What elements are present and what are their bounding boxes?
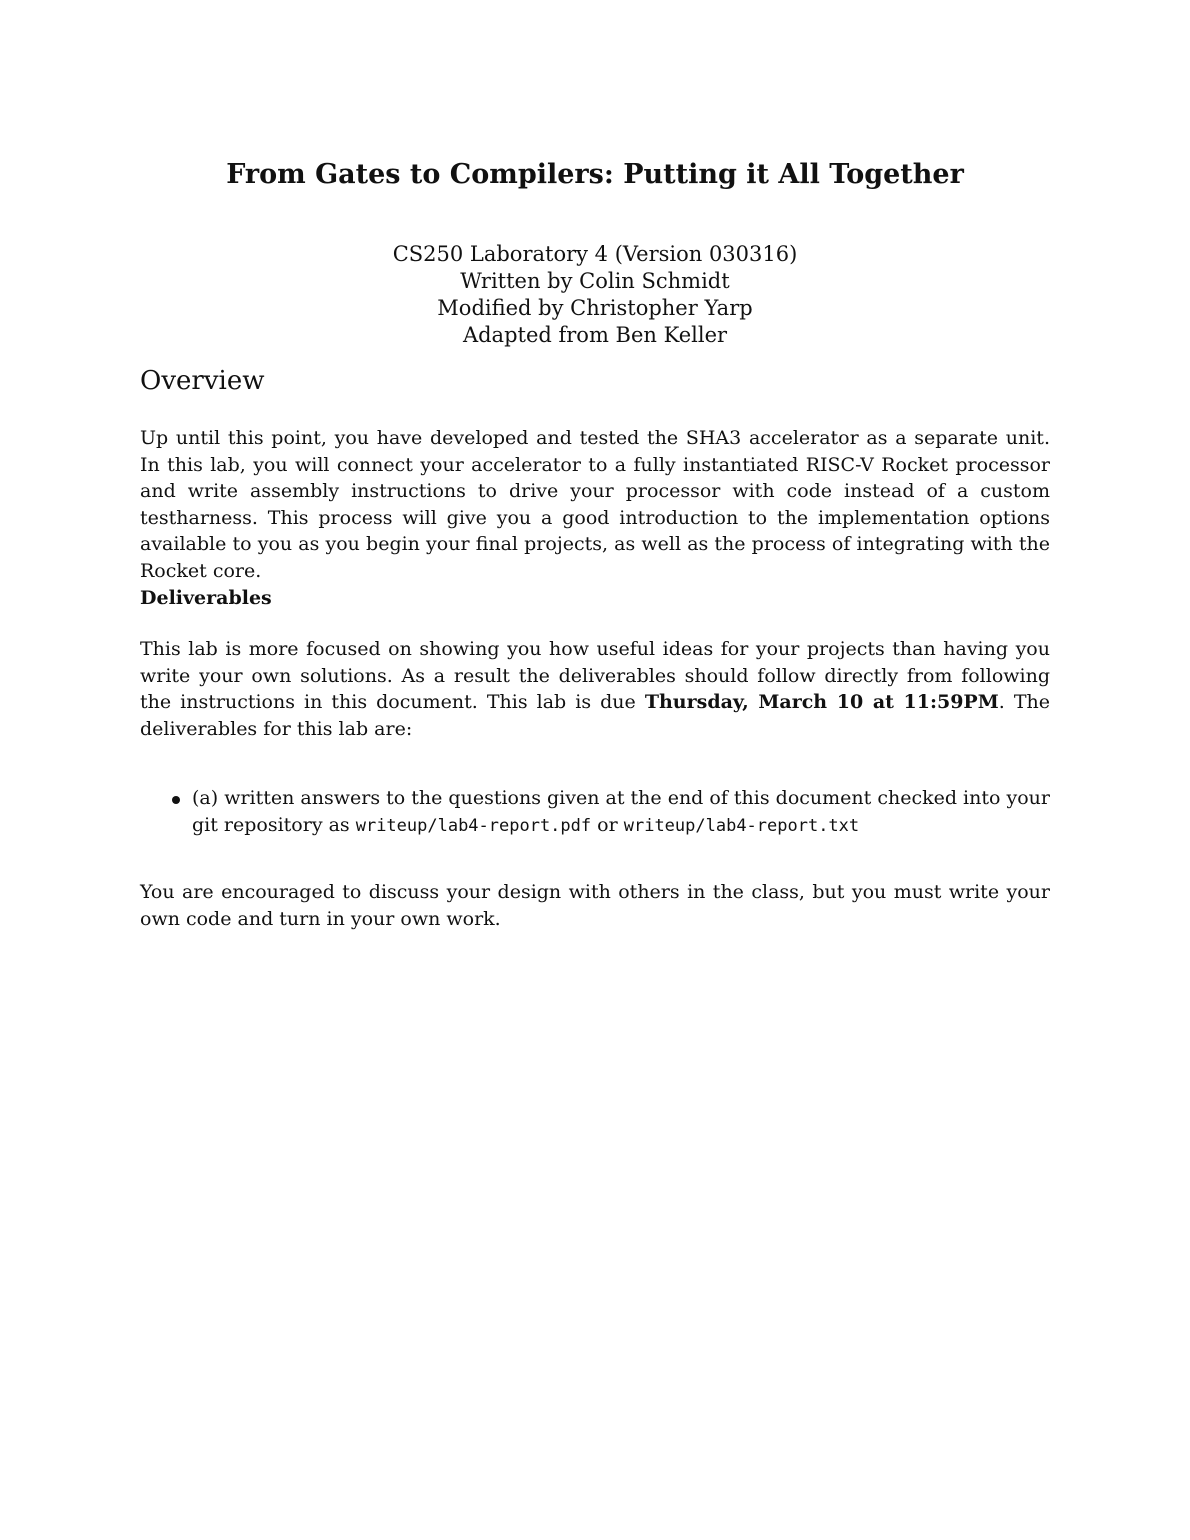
bullet-icon	[172, 796, 180, 804]
deliverable-or-text: or	[591, 813, 624, 836]
deliverables-list	[140, 785, 1050, 839]
report-pdf-path: writeup/lab4-report.pdf	[355, 815, 592, 836]
overview-heading: Overview	[140, 366, 265, 396]
deliverables-intro-end: . The deliverables for this lab are:	[140, 691, 1050, 740]
meta-author-line: Written by Colin Schmidt	[460, 269, 730, 293]
document-title: From Gates to Compilers: Putting it All Together	[226, 159, 964, 190]
list-item	[140, 785, 1050, 839]
document-meta	[140, 241, 1050, 349]
deliverables-intro-text: This lab is more focused on showing you how useful ideas for your projects than having you write your own solutions. As a result the deliverables should follow directly from following the instructions in this document. This lab is due	[140, 638, 1050, 713]
deliverables-paragraph	[140, 636, 1050, 742]
meta-modifier-line: Modified by Christopher Yarp	[437, 296, 753, 320]
due-date: Thursday, March 10 at 11:59PM	[644, 691, 999, 713]
deliverables-heading: Deliverables	[140, 587, 272, 609]
overview-paragraph: Up until this point, you have developed and tested the SHA3 accelerator as a separate unit. In this lab, you will connect your accelerator to a fully instantiated RISC-V Rocket processor and write assembly instructions to drive your processor with code instead of a custom testharness. This process will give you a good introduction to the implementation options available to you as you begin your final projects, as well as the process of integrating with the Rocket core.	[140, 427, 1050, 582]
report-txt-path: writeup/lab4-report.txt	[623, 815, 860, 836]
deliverable-item-text: (a) written answers to the questions given at the end of this document checked into your git repository as	[192, 787, 1050, 836]
meta-course-line: CS250 Laboratory 4 (Version 030316)	[392, 242, 798, 266]
meta-adapted-line: Adapted from Ben Keller	[462, 323, 728, 347]
closing-paragraph: You are encouraged to discuss your design with others in the class, but you must write your own code and turn in your own work.	[140, 881, 1050, 930]
